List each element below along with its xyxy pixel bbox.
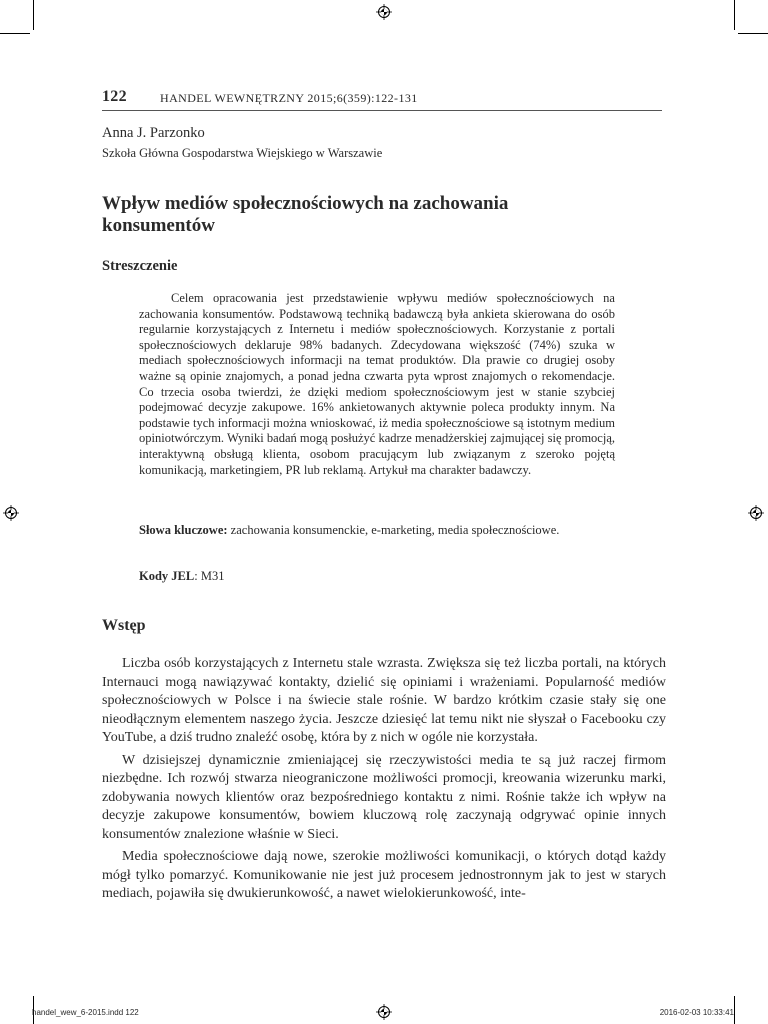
print-slug-filename: handel_wew_6-2015.indd 122 (32, 1008, 139, 1017)
jel-codes-line (139, 569, 224, 584)
crop-mark-top-right-vertical (734, 0, 735, 30)
registration-mark-icon (748, 505, 764, 521)
section-heading: Wstęp (102, 617, 146, 634)
crop-mark-top-left-horizontal (0, 33, 30, 34)
running-header (102, 88, 662, 111)
print-slug-timestamp: 2016-02-03 10:33:41 (659, 1008, 734, 1017)
body-paragraph: W dzisiejszej dynamicznie zmieniającej się rzeczywistości media te są już raczej firmom niezbędne. Ich rozwój stwarza nieograniczone możliwości promocji, kreowania wizerunku marki, zdobywania nowych klientów oraz bezpośredniego kontaktu z nimi. Rośnie także ich wpływ na decyzje zakupowe konsumentów, bowiem kluczową rolę zaczynają odgrywać opinie innych konsumentów znalezione właśnie w Sieci. (102, 752, 666, 842)
crop-mark-top-left-vertical (33, 0, 34, 30)
registration-mark-icon (376, 1004, 392, 1020)
author-name: Anna J. Parzonko (102, 125, 205, 141)
body-paragraph: Liczba osób korzystających z Internetu stale wzrasta. Zwiększa się też liczba portali, na których Internauci mogą nawiązywać kontakty, dzielić się opiniami i wrażeniami. Popularność mediów społecznościowych w Polsce i na świecie stale rośnie. W bardzo krótkim czasie stały się one nieodłącznym elementem naszego życia. Jeszcze dziesięć lat temu nikt nie słyszał o Facebooku czy YouTube, a dziś trudno znaleźć osobę, która by z nich w ogóle nie korzystała. (102, 656, 666, 745)
page-number: 122 (102, 88, 127, 105)
abstract-text: Celem opracowania jest przedstawienie wpływu mediów społecznościowych na zachowania konsumentów. Podstawową techniką badawczą była ankieta skierowana do osób regularnie korzystających z Internetu i mediów społecznościowych. Korzystanie z portali społecznościowych deklaruje 98% badanych. Zdecydowana większość (74%) szuka w mediach społecznościowych informacji na temat produktów. Dla prawie co drugiej osoby ważne są opinie znajomych, a ponad jedna czwarta pyta wprost znajomych o rekomendacje. Co trzecia osoba twierdzi, że dzięki mediom społecznościowym jest w stanie szybciej podejmować decyzje zakupowe. 16% ankietowanych aktywnie poleca produkty innym. Na podstawie tych informacji można wnioskować, iż media społecznościowe są istotnym medium opiniotwórczym. Wyniki badań mogą posłużyć kadrze menadżerskiej zajmującej się promocją, interaktywną obsługą klienta, osobom pracującym lub związanym z szeroko pojętą komunikacją, marketingiem, PR lub reklamą. Artykuł ma charakter badawczy. (139, 291, 615, 477)
section-body (102, 655, 666, 908)
keywords-label: Słowa kluczowe: (139, 523, 228, 537)
registration-mark-icon (376, 4, 392, 20)
body-paragraph: Media społecznościowe dają nowe, szerokie możliwości komunikacji, o których dotąd każdy mógł tylko pomarzyć. Komunikowanie nie jest już procesem jednostronnym jak to jest w starych mediach, pojawiła się dwukierunkowość, a nawet wielokierunkowość, inte- (102, 849, 666, 901)
crop-mark-top-right-horizontal (738, 33, 768, 34)
author-affiliation: Szkoła Główna Gospodarstwa Wiejskiego w Warszawie (102, 146, 383, 160)
abstract-heading: Streszczenie (102, 258, 178, 274)
crop-mark-bottom-right-vertical (734, 996, 735, 1024)
article-title: Wpływ mediów społecznościowych na zachowania konsumentów (102, 193, 509, 236)
jel-label: Kody JEL (139, 569, 195, 583)
registration-mark-icon (3, 505, 19, 521)
jel-value: : M31 (194, 569, 225, 583)
journal-citation: HANDEL WEWNĘTRZNY 2015;6(359):122-131 (160, 91, 418, 105)
keywords-value: zachowania konsumenckie, e-marketing, media społecznościowe. (230, 523, 560, 537)
keywords-line (139, 523, 615, 539)
